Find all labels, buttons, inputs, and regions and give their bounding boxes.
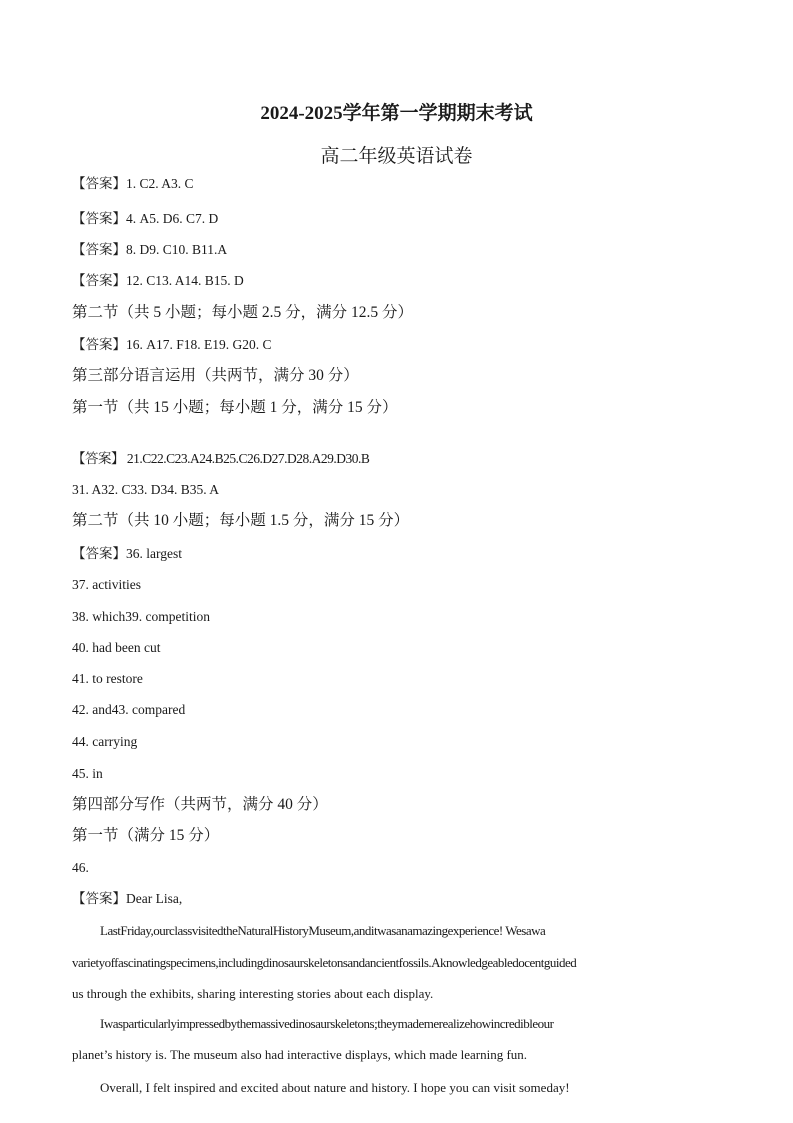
answer-line-6: 【答案】 21.C22.C23.A24.B25.C26.D27.D28.A29.D30.B [72, 451, 370, 466]
answer-item: 38. which39. competition [72, 609, 210, 624]
answer-line-4: 【答案】12. C13. A14. B15. D [72, 273, 244, 288]
answer-item: 44. carrying [72, 734, 138, 749]
essay-line: planet’s history is. The museum also had interactive displays, which made learning fun. [72, 1047, 528, 1062]
answer-line-2: 【答案】4. A5. D6. C7. D [72, 211, 219, 226]
answer-line-8: 【答案】36. largest [72, 546, 182, 561]
part-heading: 第四部分写作（共两节，满分 40 分） [72, 796, 328, 813]
answer-line-5: 【答案】16. A17. F18. E19. G20. C [72, 337, 272, 352]
answer-item: 42. and43. compared [72, 702, 186, 717]
answer-line-7: 31. A32. C33. D34. B35. A [72, 482, 220, 497]
section-heading: 第二节（共 5 小题；每小题 2.5 分，满分 12.5 分） [72, 304, 414, 321]
exam-title: 2024-2025学年第一学期期末考试 [260, 103, 533, 124]
section-heading: 第一节（共 15 小题；每小题 1 分，满分 15 分） [72, 399, 398, 416]
section-heading: 第一节（满分 15 分） [72, 827, 220, 844]
answer-item: 41. to restore [72, 671, 143, 686]
answer-item: 40. had been cut [72, 640, 161, 655]
essay-line: Overall, I felt inspired and excited about nature and history. I hope you can visit someday! [100, 1080, 570, 1095]
essay-line: Iwasparticularlyimpressedbythemassivedinosaurskeletons;theymademerealizehowincredibleour [100, 1016, 554, 1031]
answer-item: 37. activities [72, 577, 141, 592]
answer-item: 45. in [72, 766, 103, 781]
exam-subtitle: 高二年级英语试卷 [320, 146, 473, 167]
essay-line: LastFriday,ourclassvisitedtheNaturalHistoryMuseum,anditwasanamazingexperience! Wesawa [100, 923, 546, 938]
section-heading: 第二节（共 10 小题；每小题 1.5 分，满分 15 分） [72, 512, 410, 529]
essay-line: us through the exhibits, sharing interesting stories about each display. [72, 986, 434, 1001]
answer-line-3: 【答案】8. D9. C10. B11.A [72, 242, 228, 257]
essay-line: varietyoffascinatingspecimens,includingdinosaurskeletonsandancientfossils.Aknowledgeabledocentguided [72, 955, 577, 970]
answer-salutation: 【答案】Dear Lisa, [72, 891, 183, 906]
question-number: 46. [72, 860, 89, 875]
answer-line-1: 【答案】1. C2. A3. C [72, 176, 194, 191]
part-heading: 第三部分语言运用（共两节，满分 30 分） [72, 367, 359, 384]
